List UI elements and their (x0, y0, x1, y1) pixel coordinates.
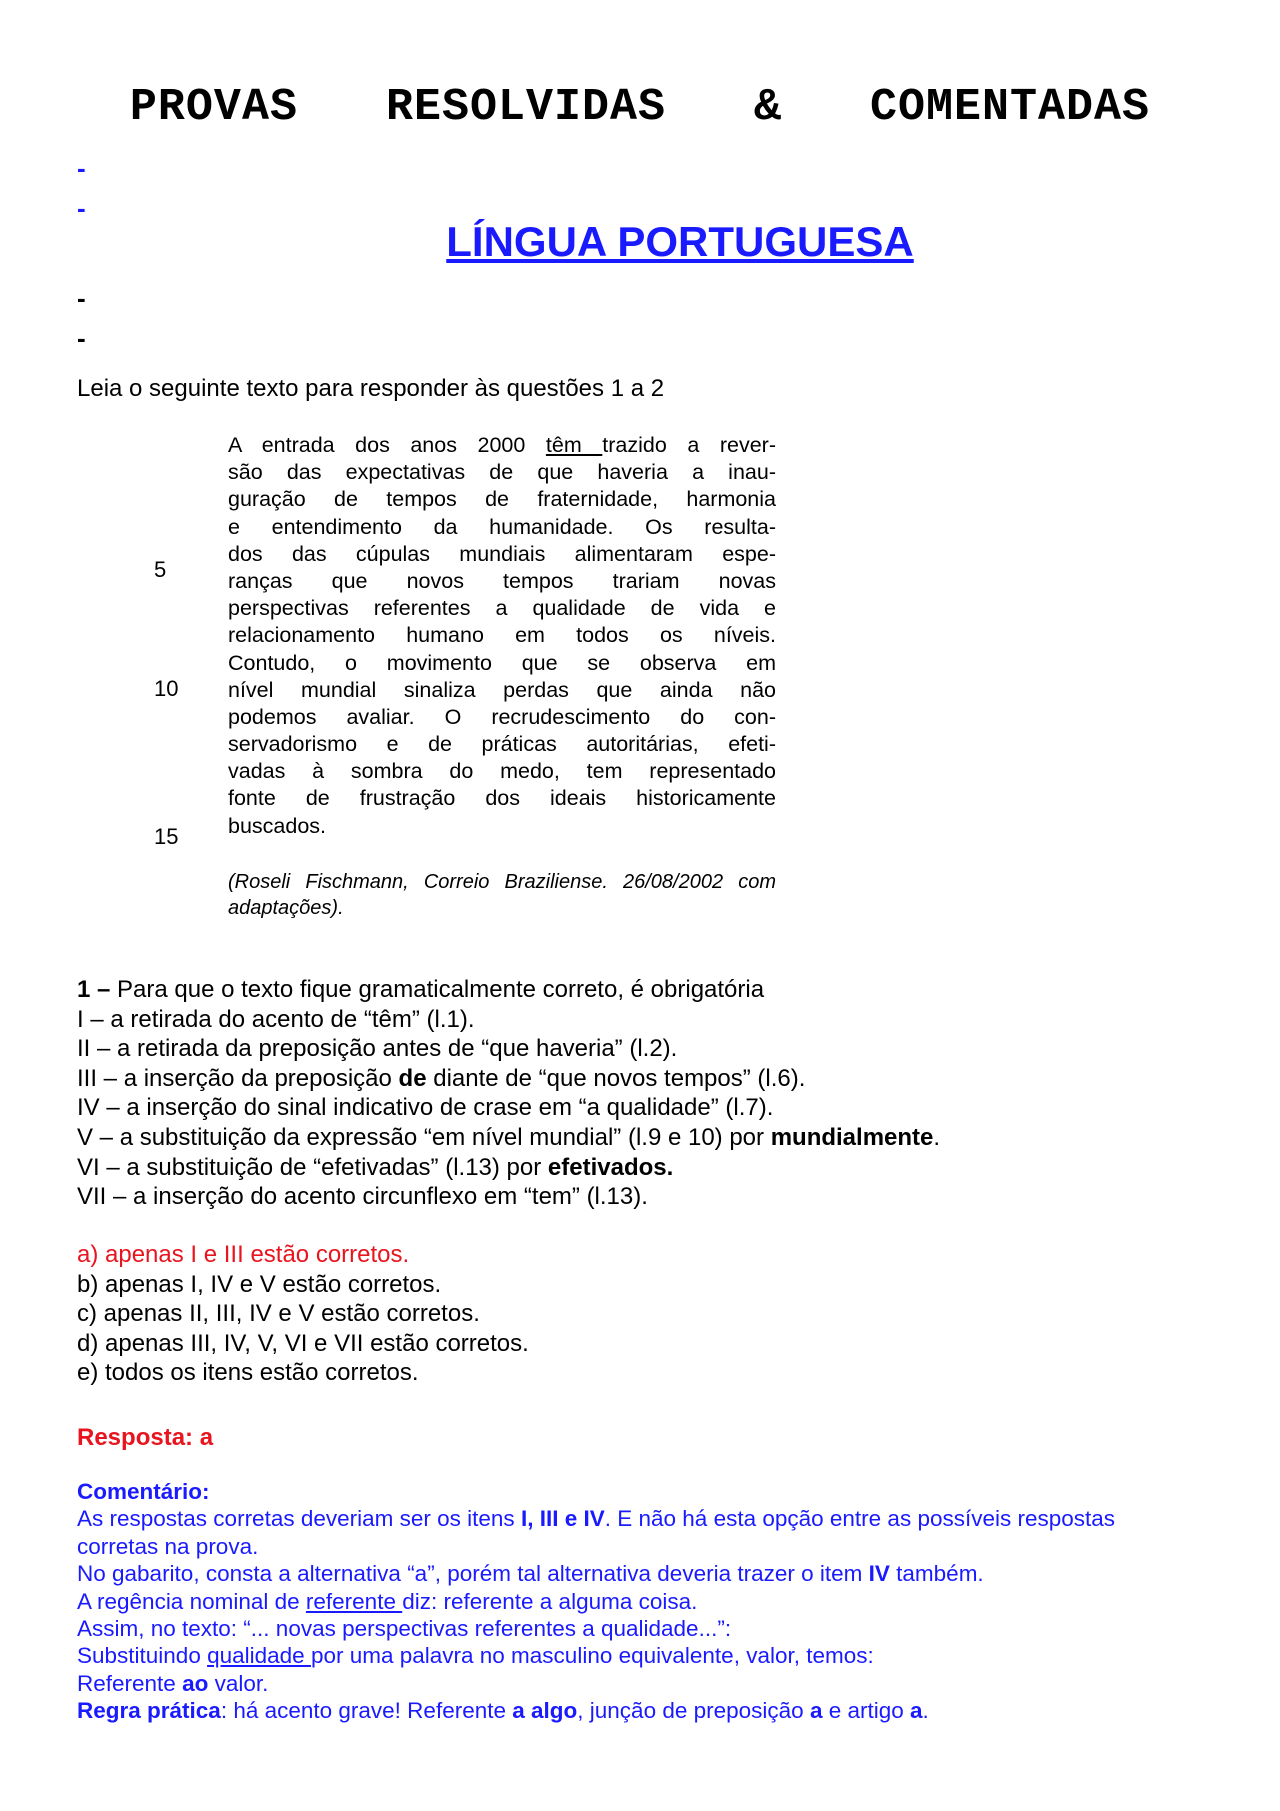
answer-label: Resposta: a (77, 1424, 214, 1451)
comment-line: Substituindo qualidade por uma palavra no masculino equivalente, valor, temos: (77, 1643, 874, 1669)
dash-marker: - (77, 323, 86, 353)
reading-passage (228, 432, 776, 840)
comment-line: A regência nominal de referente diz: referente a alguma coisa. (77, 1588, 698, 1614)
question-item: IV – a inserção do sinal indicativo de crase em “a qualidade” (l.7). (77, 1094, 774, 1122)
question-item: II – a retirada da preposição antes de “que haveria” (l.2). (77, 1035, 678, 1063)
source-line: (Roseli Fischmann, Correio Braziliense. 26/08/2002 com (228, 871, 776, 893)
dash-marker: - (77, 193, 86, 223)
passage-line: ranças que novos tempos trariam novas (228, 568, 776, 593)
passage-line: buscados. (228, 813, 327, 838)
line-number: 5 (154, 557, 167, 582)
comment-block (77, 1478, 1207, 1725)
passage-line: relacionamento humano em todos os níveis. (228, 623, 776, 648)
option-e: e) todos os itens estão corretos. (77, 1359, 419, 1387)
subject-heading-link[interactable]: LÍNGUA PORTUGUESA (446, 218, 914, 265)
passage-line: A entrada dos anos 2000 têm trazido a rever- (228, 433, 776, 457)
passage-source (228, 869, 776, 921)
option-d: d) apenas III, IV, V, VI e VII estão corretos. (77, 1329, 529, 1357)
passage-line: dos das cúpulas mundiais alimentaram espe- (228, 541, 776, 566)
line-number: 15 (154, 824, 179, 849)
comment-line: As respostas corretas deveriam ser os itens I, III e IV. E não há esta opção entre as possíveis respostas (77, 1506, 1116, 1532)
passage-line: guração de tempos de fraternidade, harmonia (228, 487, 776, 512)
line-number: 10 (154, 676, 179, 701)
question-item: III – a inserção da preposição de diante de “que novos tempos” (l.6). (77, 1064, 806, 1092)
passage-line: servadorismo e de práticas autoritárias, efeti- (228, 732, 776, 757)
passage-line: podemos avaliar. O recrudescimento do con- (228, 704, 776, 729)
question-stem: 1 – Para que o texto fique gramaticalmente correto, é obrigatória (77, 976, 765, 1003)
comment-line: corretas na prova. (77, 1533, 259, 1559)
question-item: VI – a substituição de “efetivadas” (l.13) por efetivados. (77, 1153, 674, 1181)
passage-line: e entendimento da humanidade. Os resulta- (228, 514, 776, 539)
passage-line: fonte de frustração dos ideais historicamente (228, 786, 776, 811)
comment-line: Assim, no texto: “... novas perspectivas referentes a qualidade...”: (77, 1616, 732, 1642)
question-item: V – a substituição da expressão “em nível mundial” (l.9 e 10) por mundialmente. (77, 1123, 941, 1151)
page-title: PROVAS RESOLVIDAS & COMENTADAS (129, 82, 1151, 133)
comment-line: Regra prática: há acento grave! Referente a algo, junção de preposição a e artigo a. (77, 1698, 929, 1724)
passage-line: vadas à sombra do medo, tem representado (228, 759, 776, 784)
comment-line: No gabarito, consta a alternativa “a”, porém tal alternativa deveria trazer o item IV também. (77, 1561, 984, 1587)
comment-line: Referente ao valor. (77, 1670, 269, 1696)
answer-options (77, 1240, 529, 1388)
question-item: I – a retirada do acento de “têm” (l.1). (77, 1005, 475, 1033)
option-b: b) apenas I, IV e V estão corretos. (77, 1270, 442, 1298)
passage-line: são das expectativas de que haveria a inau- (228, 460, 776, 485)
dash-marker: - (77, 153, 86, 183)
question-block (77, 975, 940, 1212)
source-line: adaptações). (228, 897, 344, 919)
passage-line: perspectivas referentes a qualidade de vida e (228, 596, 776, 621)
question-item: VII – a inserção do acento circunflexo em “tem” (l.13). (77, 1183, 648, 1211)
dash-marker: - (77, 283, 86, 313)
option-c: c) apenas II, III, IV e V estão corretos. (77, 1300, 480, 1328)
intro-text: Leia o seguinte texto para responder às questões 1 a 2 (77, 375, 665, 402)
passage-line: nível mundial sinaliza perdas que ainda não (228, 677, 776, 702)
option-a: a) apenas I e III estão corretos. (77, 1241, 410, 1268)
comment-title: Comentário: (77, 1479, 210, 1504)
passage-line: Contudo, o movimento que se observa em (228, 650, 776, 675)
